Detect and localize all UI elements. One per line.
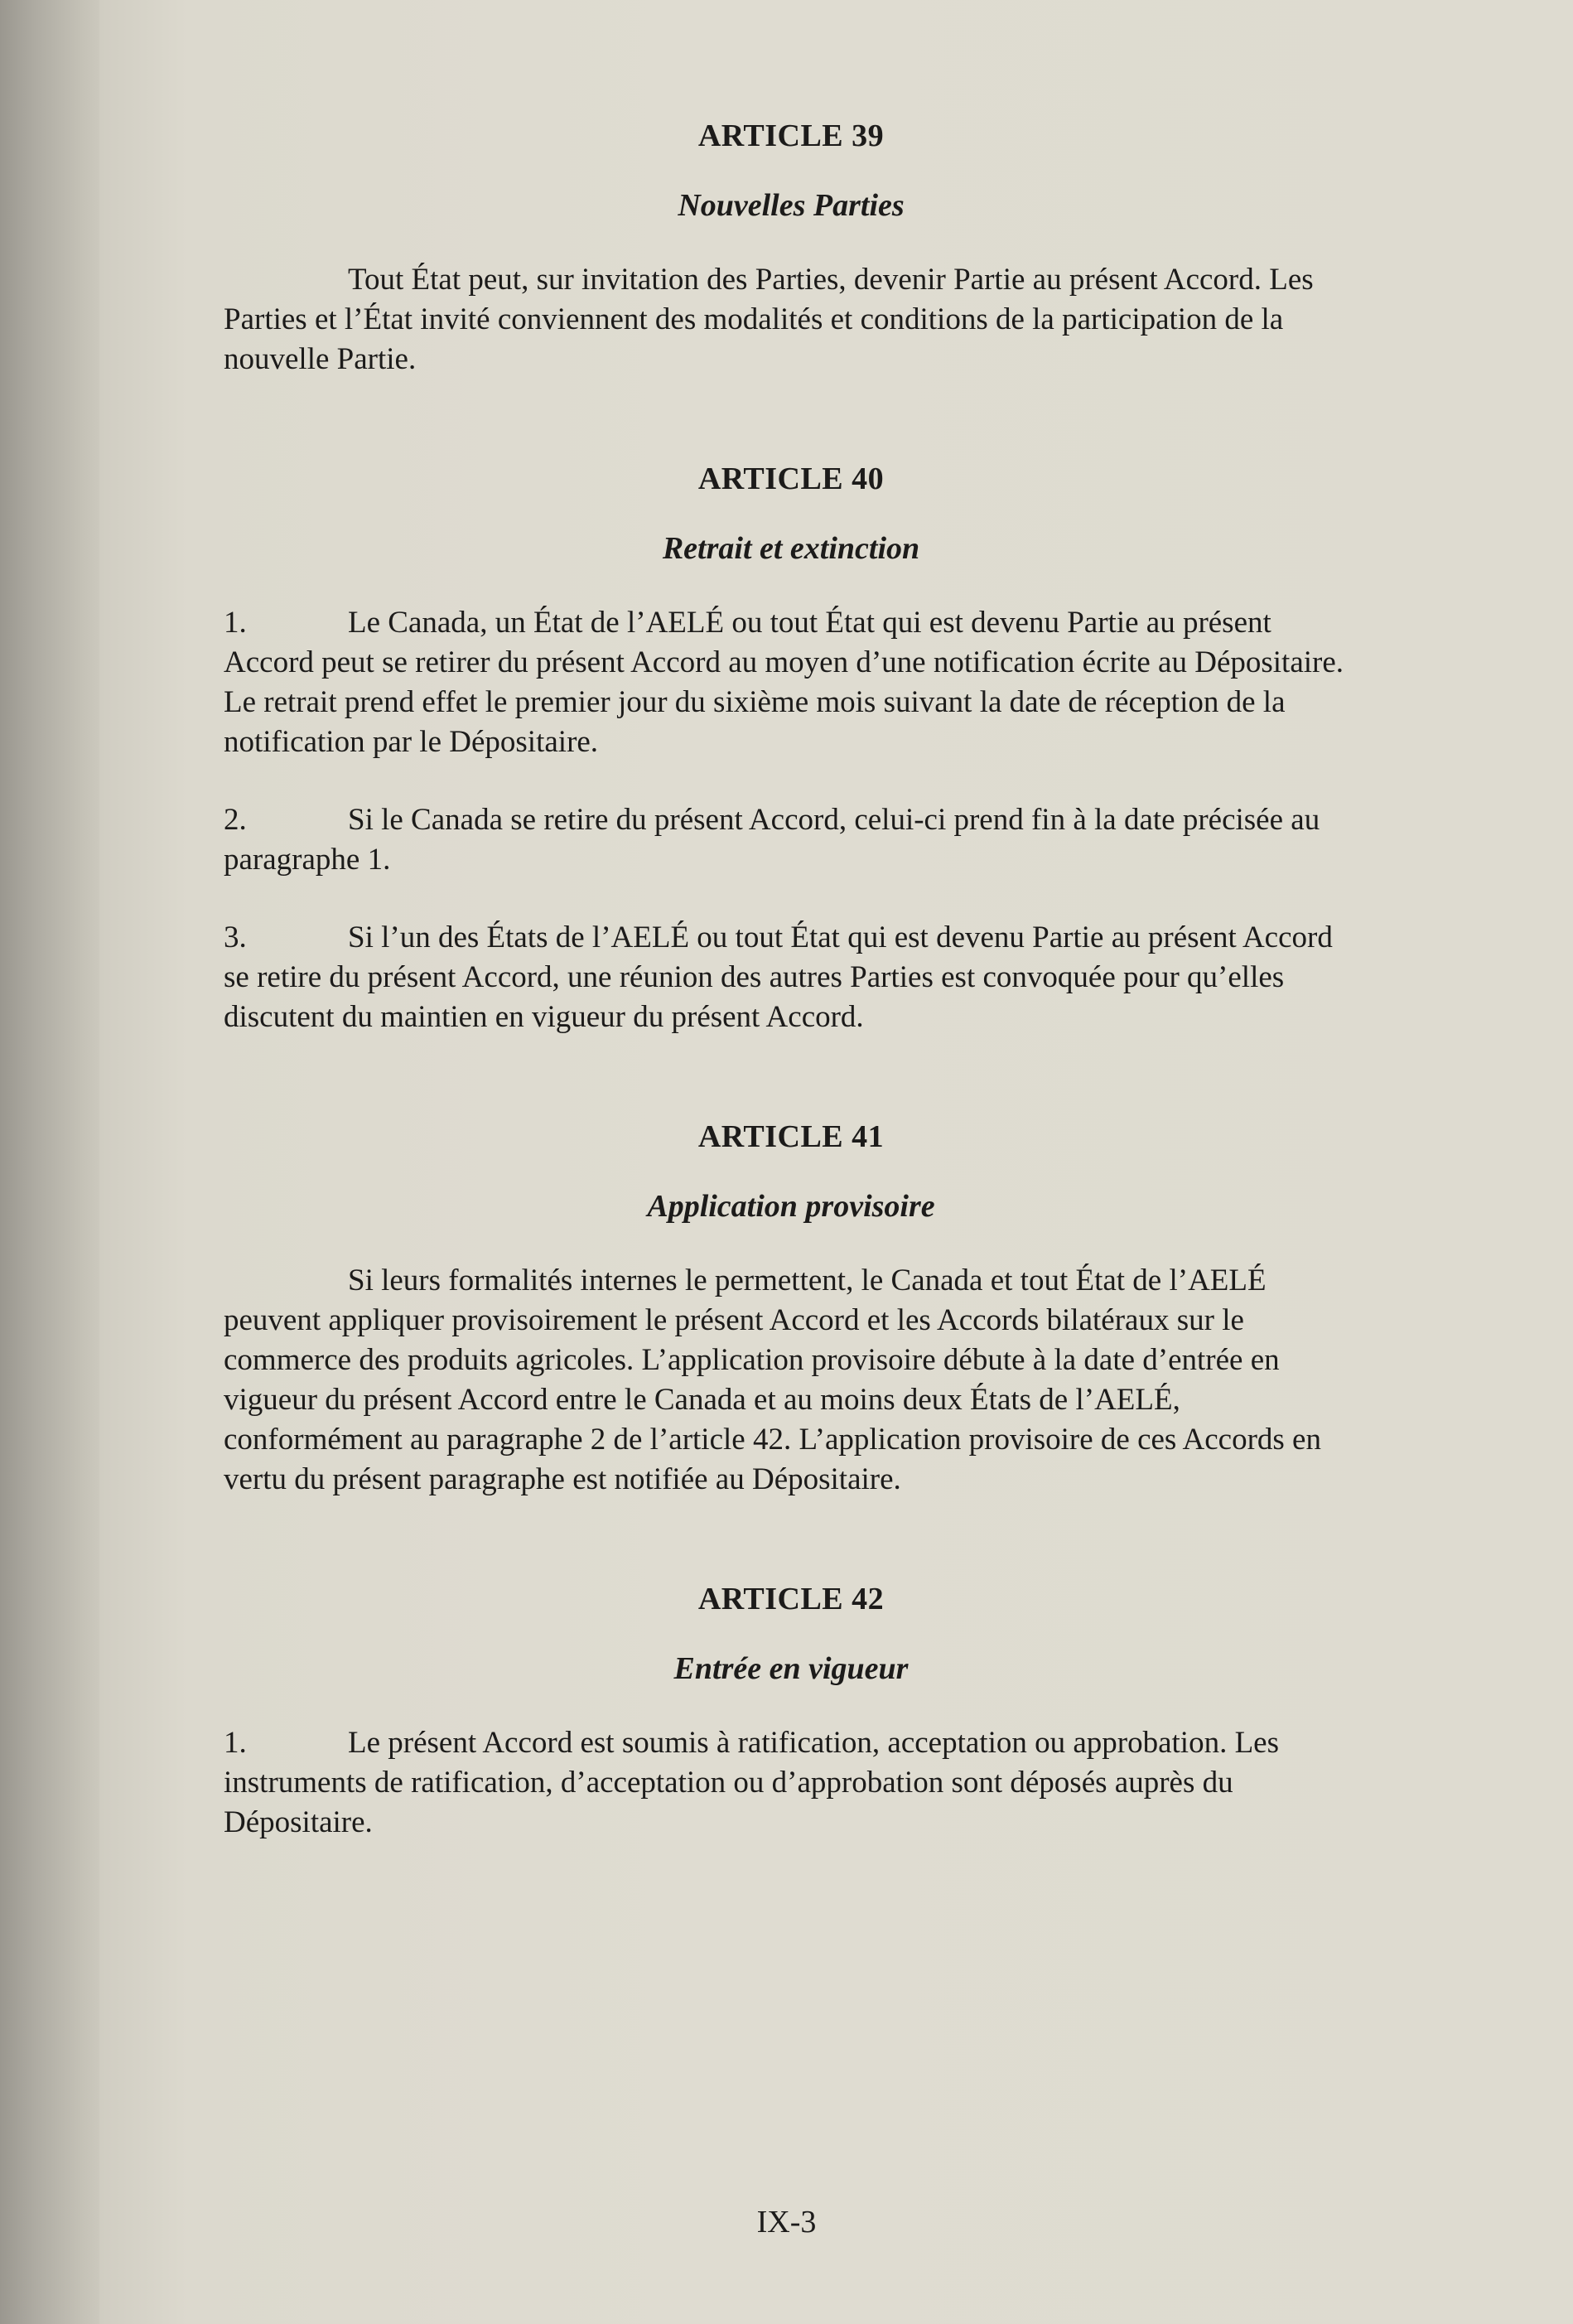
article-41: [224, 1117, 1358, 1500]
paragraph-text: Si le Canada se retire du présent Accord, celui-ci prend fin à la date précisée au paragraphe 1.: [224, 803, 1320, 877]
book-spine-shadow: [0, 0, 116, 2324]
numbered-paragraph: [224, 1723, 1358, 1843]
paragraph-number: 1.: [224, 1726, 247, 1760]
article-title: ARTICLE 42: [697, 1582, 885, 1616]
article-subtitle: Application provisoire: [647, 1189, 935, 1224]
article-intro-paragraph: Si leurs formalités internes le permettent, le Canada et tout État de l’AELÉ peuvent appliquer provisoirement le présent Accord et les Accords bilatéraux sur le commerce des produits agricoles. L’application provisoire débute à la date d’entrée en vigueur du présent Accord entre le Canada et au moins deux États de l’AELÉ, conformément au paragraphe 2 de l’article 42. L’application provisoire de ces Accords en vertu du présent paragraphe est notifiée au Dépositaire.: [224, 1263, 1321, 1496]
article-intro-paragraph: Tout État peut, sur invitation des Parties, devenir Partie au présent Accord. Les Parties et l’État invité conviennent des modalités et conditions de la participation de la nouvelle Partie.: [224, 263, 1314, 376]
paragraph-text: Si l’un des États de l’AELÉ ou tout État qui est devenu Partie au présent Accord se retire du présent Accord, une réunion des autres Parties est convoquée pour qu’elles discutent du maintien en vigueur du présent Accord.: [224, 920, 1333, 1034]
paragraph-text: Le Canada, un État de l’AELÉ ou tout État qui est devenu Partie au présent Accord peut se retirer du présent Accord au moyen d’une notification écrite au Dépositaire. Le retrait prend effet le premier jour du sixième mois suivant la date de réception de la notification par le Dépositaire.: [224, 606, 1344, 759]
article-subtitle: Retrait et extinction: [662, 531, 920, 566]
article-40: [224, 459, 1358, 1037]
paragraph-text: Le présent Accord est soumis à ratification, acceptation ou approbation. Les instruments de ratification, d’acceptation ou d’approbation sont déposés auprès du Dépositaire.: [224, 1726, 1280, 1839]
numbered-paragraph: [224, 800, 1358, 880]
numbered-paragraph: [224, 918, 1358, 1037]
paragraph-number: 2.: [224, 803, 247, 837]
paragraph-number: 1.: [224, 606, 247, 640]
article-title: ARTICLE 41: [697, 1119, 885, 1154]
paragraph-number: 3.: [224, 920, 247, 954]
document-body: [224, 116, 1358, 1922]
numbered-paragraph: [224, 603, 1358, 762]
article-title: ARTICLE 39: [697, 118, 885, 153]
article-42: [224, 1579, 1358, 1843]
article-39: [224, 116, 1358, 379]
article-subtitle: Nouvelles Parties: [678, 188, 905, 223]
article-title: ARTICLE 40: [697, 461, 885, 496]
article-subtitle: Entrée en vigueur: [673, 1651, 909, 1686]
page-number: IX-3: [756, 2205, 817, 2239]
